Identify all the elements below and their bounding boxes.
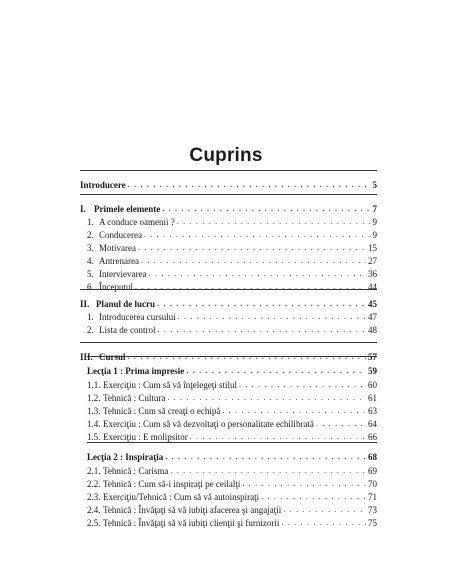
- dot-leader: [165, 451, 366, 462]
- toc-entry-label: [87, 366, 186, 377]
- toc-entry-page: 68: [368, 452, 377, 462]
- toc-entry-number: 1.1.: [87, 380, 101, 390]
- toc-entry-title: Tehnică : Carisma: [103, 466, 169, 476]
- toc-entry-title: Exerciţiu : Cum să vă înţelegeţi stilul: [103, 380, 237, 390]
- toc-entry-label: [87, 492, 261, 503]
- toc-entry: [87, 464, 377, 477]
- section-rule: [80, 342, 377, 343]
- section-rule: [80, 194, 377, 195]
- toc-entry: [87, 364, 377, 377]
- toc-entry-label: [87, 419, 316, 430]
- toc-entry-label: [80, 180, 128, 191]
- toc-entry: [87, 391, 377, 404]
- toc-entry-number: 2.2.: [87, 479, 101, 489]
- toc-entry-page: 44: [368, 282, 377, 292]
- toc-entry-title: Lecţia 1 : Prima impresie: [87, 366, 185, 376]
- dot-leader: [144, 229, 371, 240]
- toc-entry: [87, 310, 377, 323]
- toc-entry-page: 45: [368, 299, 377, 309]
- toc-entry-label: [87, 406, 222, 417]
- dot-leader: [167, 392, 366, 403]
- toc-entry-page: 69: [368, 466, 377, 476]
- toc-entry-page: 9: [372, 217, 377, 227]
- toc-entry-number: 4.: [87, 256, 94, 266]
- toc-entry-title: Lista de control: [99, 325, 156, 335]
- toc-entry-title: Motivarea: [99, 243, 136, 253]
- toc-entry-page: 36: [368, 269, 377, 279]
- toc-entry-page: 70: [368, 479, 377, 489]
- dot-leader: [138, 242, 366, 253]
- toc-entry: [87, 241, 377, 254]
- toc-entry: [87, 450, 377, 463]
- dot-leader: [162, 203, 370, 214]
- toc-entry-number: 2.3.: [87, 492, 101, 502]
- toc-entry-label: [87, 518, 281, 529]
- toc-entry-label: [87, 312, 178, 323]
- section-rule: [80, 170, 377, 171]
- toc-entry-number: 1.: [87, 217, 94, 227]
- section-rule: [87, 442, 377, 443]
- dot-leader: [128, 179, 371, 190]
- dot-leader: [148, 268, 366, 279]
- toc-entry-number: 5.: [87, 269, 94, 279]
- toc-entry: [87, 254, 377, 267]
- toc-entry-page: 47: [368, 312, 377, 322]
- toc-entry-page: 60: [368, 380, 377, 390]
- toc-entry-title: Tehnică : Cultura: [103, 393, 166, 403]
- toc-entry-title: Introducere: [80, 180, 126, 190]
- dot-leader: [239, 379, 366, 390]
- toc-entry-title: Introducerea cursului: [99, 312, 176, 322]
- toc-entry-page: 59: [368, 366, 377, 376]
- toc-entry-title: Exerciţiu : E molipsitor: [103, 432, 188, 442]
- toc-entry-label: [87, 230, 144, 241]
- toc-entry-page: 9: [372, 230, 377, 240]
- toc-entry-title: Exerciţiu : Cum să vă dezvoltaţi o personalitate echilibrată: [103, 419, 314, 429]
- toc-entry-number: III.: [80, 352, 93, 362]
- toc-entry: [87, 477, 377, 490]
- toc-entry-page: 57: [368, 352, 377, 362]
- toc-entry-label: [87, 393, 167, 404]
- toc-entry-label: [80, 352, 128, 363]
- toc-entry-number: 6.: [87, 282, 94, 292]
- toc-entry-title: A conduce oamenii ?: [99, 217, 175, 227]
- toc-entry-page: 48: [368, 325, 377, 335]
- dot-leader: [283, 504, 366, 515]
- toc-entry-page: 7: [372, 204, 377, 214]
- dot-leader: [157, 298, 366, 309]
- toc-entry-label: [87, 466, 170, 477]
- dot-leader: [141, 255, 366, 266]
- toc-entry-label: [87, 380, 239, 391]
- toc-entry-title: Primele elemente: [94, 204, 161, 214]
- toc-entry-number: 1.3.: [87, 406, 101, 416]
- toc-entry: [80, 178, 377, 191]
- toc-entry-label: [87, 256, 141, 267]
- toc-entry-label: [87, 452, 165, 463]
- toc-entry-label: [87, 325, 157, 336]
- toc-entry: [87, 516, 377, 529]
- dot-leader: [178, 311, 366, 322]
- dot-leader: [316, 418, 366, 429]
- toc-entry: [87, 378, 377, 391]
- toc-entry-title: Tehnică : Învăţaţi să vă iubiţi clienţii şi furnizorii: [103, 518, 280, 528]
- toc-entry-page: 73: [368, 505, 377, 515]
- toc-entry-number: 1.: [87, 312, 94, 322]
- toc-entry-label: [87, 217, 177, 228]
- toc-entry-title: Tehnică : Cum să-i inspiraţi pe ceilalţi: [103, 479, 241, 489]
- toc-entry-title: Începutul: [99, 282, 133, 292]
- dot-leader: [281, 517, 366, 528]
- toc-entry-page: 75: [368, 518, 377, 528]
- toc-entry: [87, 280, 377, 293]
- toc-entry: [80, 202, 377, 215]
- toc-entry-label: [87, 479, 242, 490]
- toc-entry: [87, 404, 377, 417]
- toc-entry-label: [87, 269, 148, 280]
- toc-entry-number: 2.1.: [87, 466, 101, 476]
- toc-entry-title: Tehnică : Cum să creaţi o echipă: [103, 406, 221, 416]
- toc-entry: [87, 503, 377, 516]
- toc-entry-number: 1.4.: [87, 419, 101, 429]
- toc-entry-number: 2.: [87, 325, 94, 335]
- toc-entry-number: 2.5.: [87, 518, 101, 528]
- dot-leader: [222, 405, 366, 416]
- toc-entry-page: 27: [368, 256, 377, 266]
- dot-leader: [261, 491, 366, 502]
- toc-entry-page: 66: [368, 432, 377, 442]
- section-rule: [87, 356, 377, 357]
- dot-leader: [190, 431, 366, 442]
- toc-entry: [80, 297, 377, 310]
- toc-entry: [87, 267, 377, 280]
- toc-entry-page: 61: [368, 393, 377, 403]
- toc-entry-number: II.: [80, 299, 90, 309]
- toc-entry-label: [87, 243, 138, 254]
- toc-entry-title: Cursul: [99, 352, 126, 362]
- toc-entry-title: Planul de lucru: [96, 299, 156, 309]
- toc-entry-page: 5: [372, 180, 377, 190]
- toc-entry-number: 1.2.: [87, 393, 101, 403]
- toc-entry: [87, 228, 377, 241]
- toc-entry-page: 64: [368, 419, 377, 429]
- dot-leader: [242, 478, 366, 489]
- page-title: Cuprins: [189, 145, 263, 166]
- toc-entry-number: 3.: [87, 243, 94, 253]
- toc-entry-title: Tehnică : Învăţaţi să vă iubiţi afacerea şi angajaţii: [103, 505, 282, 515]
- toc-entry-label: [87, 282, 135, 293]
- dot-leader: [170, 465, 366, 476]
- toc-entry-label: [87, 505, 283, 516]
- toc-entry: [87, 417, 377, 430]
- toc-entry-number: 2.4.: [87, 505, 101, 515]
- toc-entry: [87, 323, 377, 336]
- toc-entry-title: Lecţia 2 : Inspiraţia: [87, 452, 164, 462]
- section-rule: [80, 289, 377, 290]
- dot-leader: [186, 365, 366, 376]
- toc-entry-page: 15: [368, 243, 377, 253]
- toc-entry-title: Exerciţiu/Tehnică : Cum să vă autoinspiraţi: [103, 492, 260, 502]
- toc-entry-number: 1.5.: [87, 432, 101, 442]
- dot-leader: [157, 324, 366, 335]
- toc-entry: [87, 215, 377, 228]
- toc-entry: [87, 490, 377, 503]
- toc-entry-number: 2.: [87, 230, 94, 240]
- toc-entry-number: I.: [80, 204, 86, 214]
- toc-entry-label: [80, 299, 157, 310]
- toc-entry-page: 71: [368, 492, 377, 502]
- dot-leader: [135, 281, 366, 292]
- toc-entry-page: 63: [368, 406, 377, 416]
- toc-entry-title: Conducerea: [99, 230, 142, 240]
- toc-entry-title: Intervievarea: [99, 269, 147, 279]
- toc-entry-label: [80, 204, 162, 215]
- toc-entry-title: Antrenarea: [99, 256, 139, 266]
- dot-leader: [177, 216, 371, 227]
